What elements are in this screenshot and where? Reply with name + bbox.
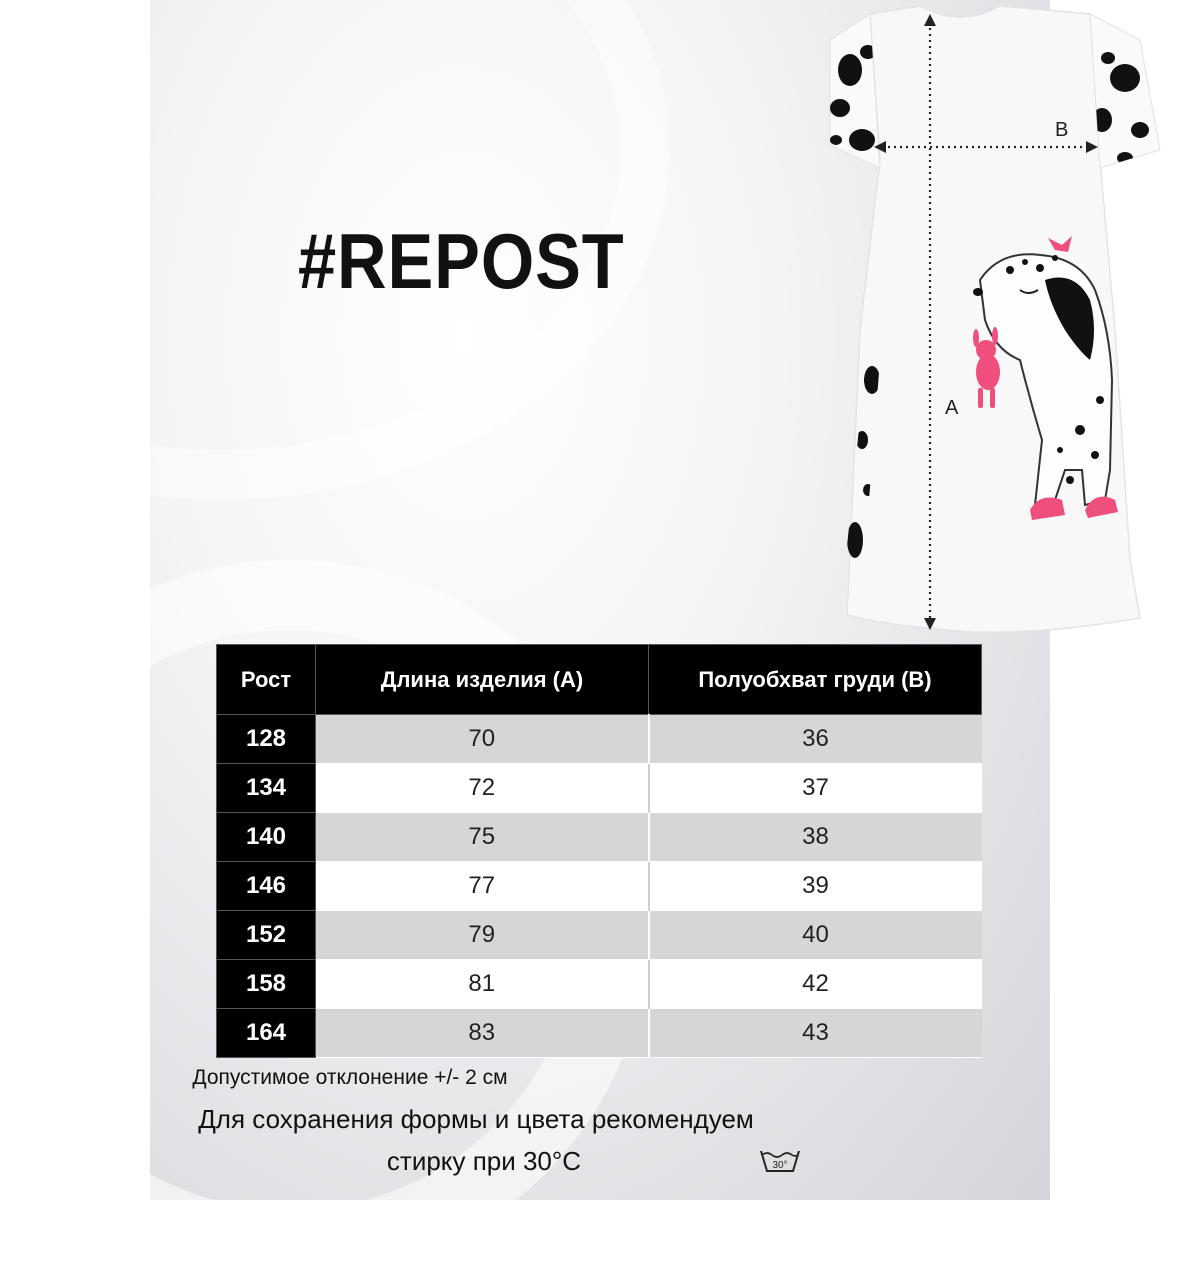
height-cell: 140 (217, 813, 316, 862)
height-cell: 146 (217, 862, 316, 911)
header-chest: Полуобхват груди (B) (649, 645, 982, 715)
length-cell: 77 (316, 862, 649, 911)
length-cell: 81 (316, 960, 649, 1009)
length-cell: 75 (316, 813, 649, 862)
height-cell: 134 (217, 764, 316, 813)
height-cell: 158 (217, 960, 316, 1009)
care-note-line1: Для сохранения формы и цвета рекомендуем (198, 1104, 754, 1134)
tolerance-note: Допустимое отклонение +/- 2 см (192, 1066, 508, 1089)
table-header-row (217, 645, 982, 715)
length-cell: 83 (316, 1009, 649, 1058)
table-row (217, 813, 982, 862)
chest-cell: 40 (649, 911, 982, 960)
wash-icon-label: 30° (772, 1160, 788, 1171)
table-row (217, 911, 982, 960)
chest-cell: 37 (649, 764, 982, 813)
table-row (217, 764, 982, 813)
chest-cell: 42 (649, 960, 982, 1009)
height-cell: 152 (217, 911, 316, 960)
table-row (217, 1009, 982, 1058)
size-chart-table (216, 644, 982, 1058)
table-row (217, 960, 982, 1009)
height-cell: 128 (217, 715, 316, 764)
chest-cell: 39 (649, 862, 982, 911)
table-row (217, 862, 982, 911)
length-cell: 79 (316, 911, 649, 960)
table-row (217, 715, 982, 764)
header-height: Рост (217, 645, 316, 715)
care-note-line2: стирку при 30°C (386, 1146, 582, 1176)
chest-cell: 38 (649, 813, 982, 862)
length-cell: 72 (316, 764, 649, 813)
chest-cell: 36 (649, 715, 982, 764)
header-length: Длина изделия (A) (316, 645, 649, 715)
wash-30-icon (759, 1147, 801, 1175)
nightgown-illustration (690, 0, 1069, 640)
label-b: B (1055, 119, 1069, 141)
length-cell: 70 (316, 715, 649, 764)
height-cell: 164 (217, 1009, 316, 1058)
brand-logo: #REPOST (298, 217, 625, 305)
chest-cell: 43 (649, 1009, 982, 1058)
label-a: A (945, 397, 959, 419)
